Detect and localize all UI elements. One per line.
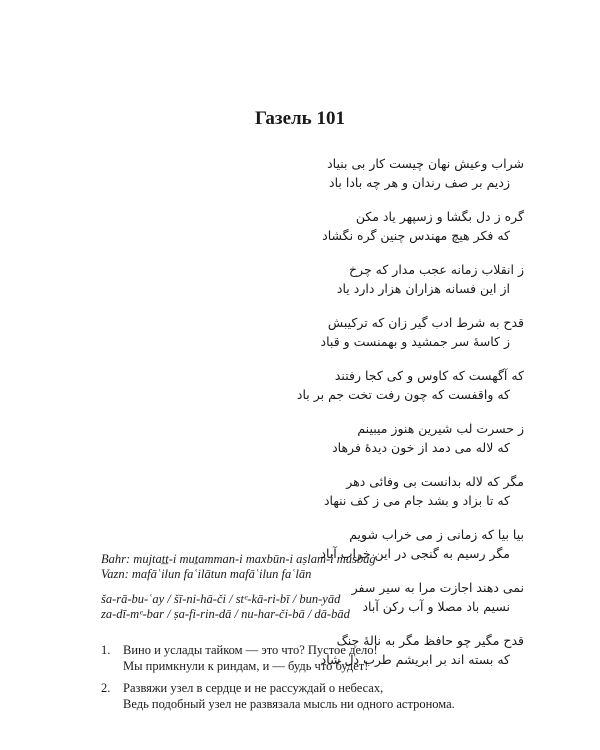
couplet [94, 260, 524, 298]
hemistich: بیا بیا که زمانی ز می خراب شویم [349, 527, 524, 542]
translation-line: Ведь подобный узел не развязала мысль ни одного астронома. [123, 697, 455, 711]
couplet [94, 313, 524, 351]
translation-line: Развяжи узел в сердце и не рассуждай о небесах, [123, 681, 384, 695]
hemistich: ز انقلاب زمانه عجب مدار که چرخ [348, 262, 524, 277]
hemistich: که فکر هیچ مهندس چنین گره نگشاد [322, 228, 510, 243]
item-number: 2. [101, 681, 111, 695]
translation-line: Вино и услады тайком — это что? Пустое дело! [123, 643, 378, 657]
hemistich: ز حسرت لب شیرین هنوز میبینم [357, 421, 524, 436]
hemistich: که لاله می دمد از خون دیدهٔ فرهاد [332, 440, 510, 455]
scansion-line: za-dī-mᵉ-bar / ṣa-fi-rin-dā / nu-har-či-bā / dā-bād [101, 607, 350, 621]
couplet [94, 472, 524, 510]
meter-info [101, 552, 541, 582]
scansion [101, 592, 541, 622]
vazn-line: Vazn: mafāʿilun faʿilātun mafāʿilun faʿlān [101, 567, 312, 581]
hemistich: مگر رسیم به گنجی در این خراب آباد [320, 546, 510, 561]
translation-line: Мы примкнули к риндам, и — будь что будет! [123, 659, 369, 673]
bahr-line: Bahr: mujtaṯṯ-i muṯamman-i maxbūn-i aṣlam-i musbaġ [101, 552, 376, 566]
hemistich: که واقفست که چون رفت تخت جم بر باد [296, 387, 510, 402]
translation-item [101, 642, 541, 674]
couplet [94, 207, 524, 245]
couplet [94, 154, 524, 192]
hemistich: گره ز دل بگشا و زسپهر یاد مکن [355, 209, 524, 224]
hemistich: ز کاسهٔ سر جمشید و بهمنست و قباد [320, 334, 510, 349]
hemistich: که تا بزاد و بشد جام می ز کف ننهاد [323, 493, 510, 508]
hemistich: زدیم بر صف رندان و هر چه بادا باد [329, 175, 510, 190]
scansion-line: šа-rā-bu-ʿay / šī-ni-hā-či / stᵉ-kā-ri-bī / bun-yād [101, 592, 341, 606]
translation-item [101, 680, 541, 712]
page-title: Газель 101 [255, 108, 345, 129]
hemistich: قدح به شرط ادب گیر زان که ترکیبش [327, 315, 524, 330]
hemistich: که بسته اند بر ابریشم طرب دل شاد [320, 652, 510, 667]
hemistich: از این فسانه هزاران هزار دارد یاد [336, 281, 510, 296]
translation-list [101, 642, 541, 718]
hemistich: شراب وعیش نهان چیست کار بی بنیاد [327, 156, 524, 171]
couplet [94, 419, 524, 457]
item-number: 1. [101, 643, 111, 657]
hemistich: نسیم باد مصلا و آب رکن آباد [362, 599, 510, 614]
hemistich: قدح مگیر چو حافظ مگر به نالهٔ چنگ [336, 633, 524, 648]
hemistich: مگر که لاله بدانست بی وفائی دهر [346, 474, 524, 489]
hemistich: نمی دهند اجازت مرا به سیر سفر [351, 580, 524, 595]
hemistich: که آگهست که کاوس و کی کجا رفتند [334, 368, 524, 383]
couplet [94, 366, 524, 404]
